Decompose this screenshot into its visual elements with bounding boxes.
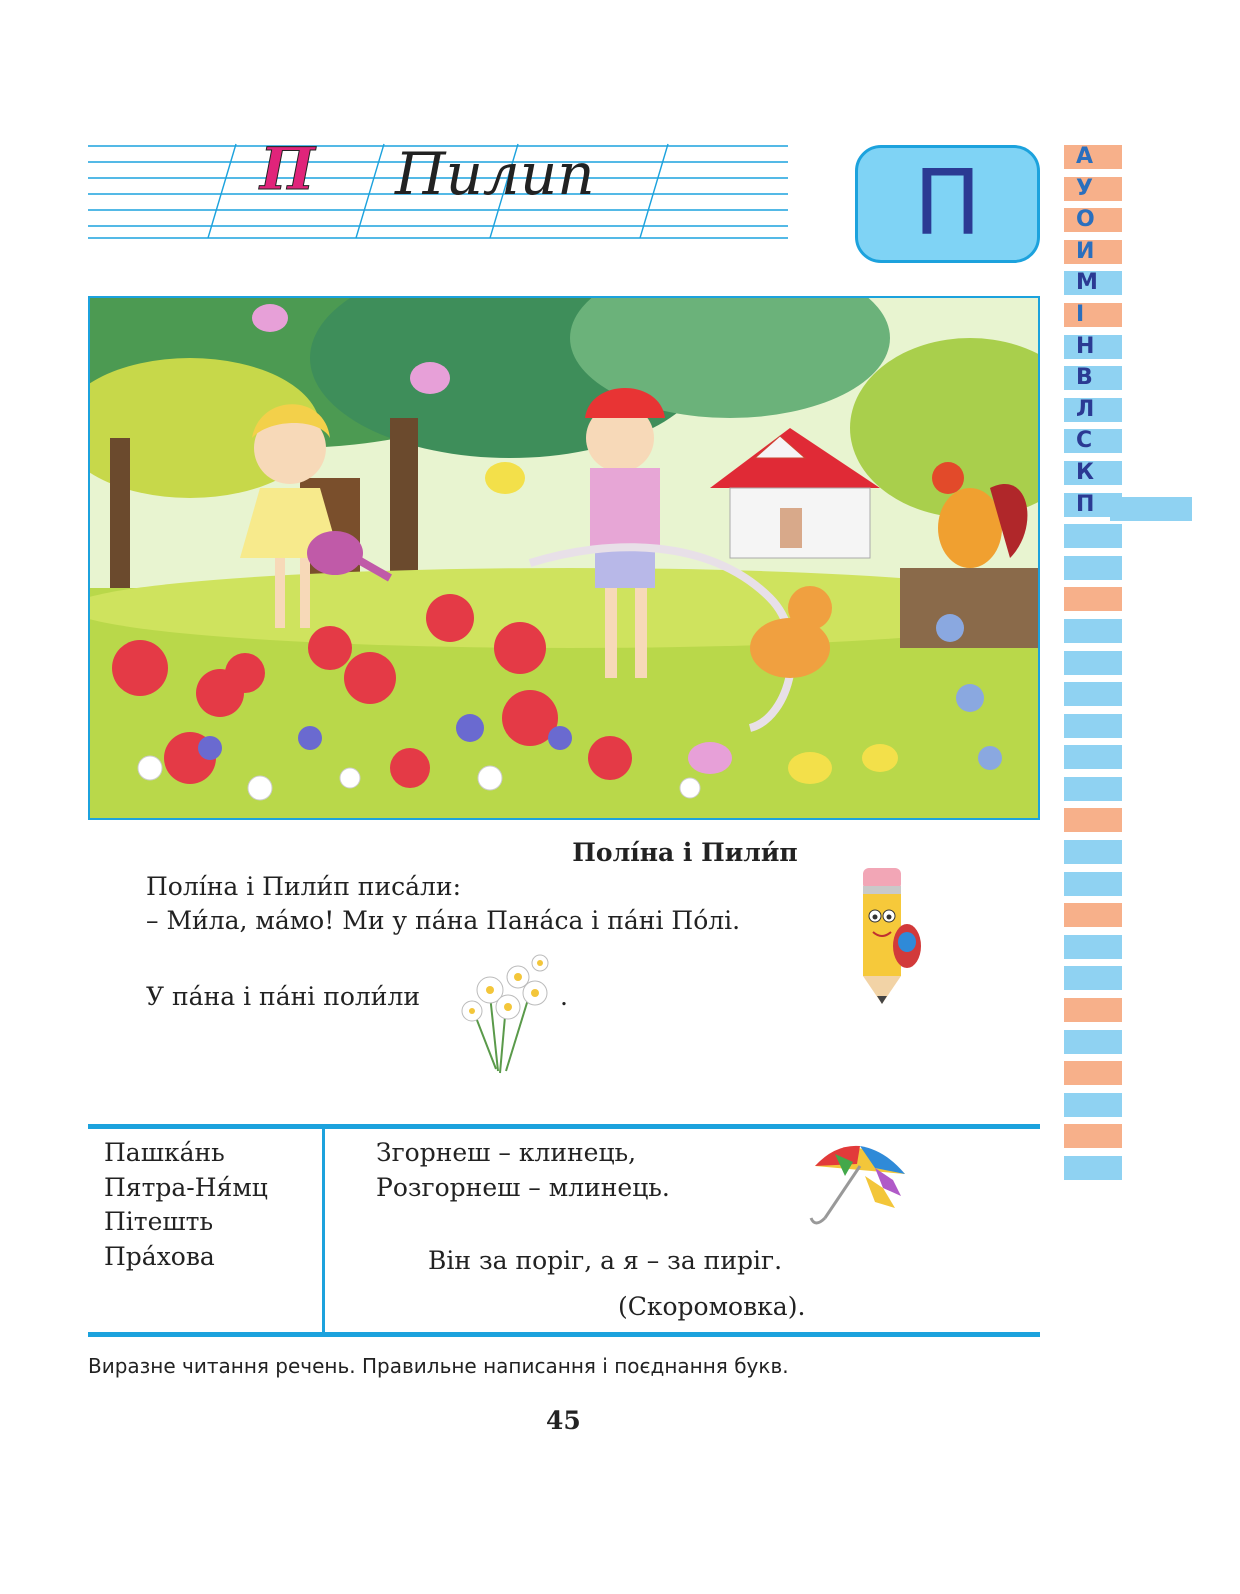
table-top-border — [88, 1124, 1040, 1129]
umbrella-picture — [805, 1136, 910, 1231]
letter-card — [855, 145, 1040, 263]
ruler-cell: А — [1064, 145, 1122, 169]
ruler-cell: Н — [1064, 335, 1122, 359]
name-item: Пітешть — [104, 1207, 214, 1236]
riddle — [376, 1136, 670, 1205]
ruler-cell — [1064, 651, 1122, 675]
ruler-cell: К — [1064, 461, 1122, 485]
ruler-cell — [1064, 872, 1122, 896]
alphabet-ruler — [1064, 145, 1124, 1188]
ruler-cell — [1064, 745, 1122, 769]
ruler-cell: І — [1064, 303, 1122, 327]
riddle-line-2: Розгорнеш – млинець. — [376, 1172, 670, 1202]
ruler-cell — [1064, 1156, 1122, 1180]
ruler-cell — [1064, 1030, 1122, 1054]
story-line-3-end: . — [560, 982, 568, 1011]
tongue-twister-source: (Скоромовка). — [618, 1292, 806, 1321]
cursive-capital-letter: П — [260, 135, 315, 203]
ruler-cell: О — [1064, 208, 1122, 232]
name-item: Пра́хова — [104, 1241, 215, 1271]
ruler-cell — [1064, 903, 1122, 927]
tongue-twister: Він за поріг, а я – за пиріг. — [428, 1246, 783, 1275]
ruler-cell — [1064, 808, 1122, 832]
story-line-2: – Ми́ла, ма́мо! Ми у па́на Пана́са і па́ні По́лі. — [146, 906, 741, 935]
ruler-cell: Л — [1064, 398, 1122, 422]
lesson-caption: Виразне читання речень. Правильне написання і поєднання букв. — [88, 1354, 789, 1378]
ruler-cell — [1064, 524, 1122, 548]
ruler-cell — [1064, 935, 1122, 959]
ruler-cell: В — [1064, 366, 1122, 390]
pencil-mascot-picture — [855, 866, 925, 1006]
story-line-3-text: У па́на і па́ні поли́ли — [146, 982, 421, 1011]
table-divider — [322, 1129, 325, 1332]
riddle-line-1: Згорнеш – клинець, — [376, 1138, 637, 1167]
ruler-cell — [1064, 587, 1122, 611]
ruler-cell: И — [1064, 240, 1122, 264]
ruler-cell — [1064, 1093, 1122, 1117]
ruler-cell — [1064, 619, 1122, 643]
current-letter-marker — [1110, 497, 1192, 521]
name-item: Пятра-Ня́мц — [104, 1172, 268, 1202]
story-illustration — [88, 296, 1040, 820]
story-line-3 — [146, 980, 420, 1014]
ruler-cell: П — [1064, 493, 1122, 517]
ruler-cell — [1064, 682, 1122, 706]
ruler-cell — [1064, 556, 1122, 580]
story-title: Полі́на і Пили́п — [572, 838, 798, 867]
story-line-1: Полі́на і Пили́п писа́ли: — [146, 872, 462, 901]
name-item: Пашка́нь — [104, 1138, 225, 1167]
ruler-cell: С — [1064, 429, 1122, 453]
ruler-cell: У — [1064, 177, 1122, 201]
ruler-cell — [1064, 777, 1122, 801]
names-list — [104, 1136, 268, 1274]
table-bottom-border — [88, 1332, 1040, 1337]
page-number: 45 — [546, 1406, 581, 1435]
ruler-cell — [1064, 714, 1122, 738]
daisies-picture — [450, 945, 562, 1075]
cursive-word: Пилип — [395, 140, 595, 208]
ruler-cell — [1064, 966, 1122, 990]
ruler-cell: М — [1064, 271, 1122, 295]
ruler-cell — [1064, 998, 1122, 1022]
ruler-cell — [1064, 1124, 1122, 1148]
big-letter: П — [913, 151, 982, 256]
ruler-cell — [1064, 1061, 1122, 1085]
